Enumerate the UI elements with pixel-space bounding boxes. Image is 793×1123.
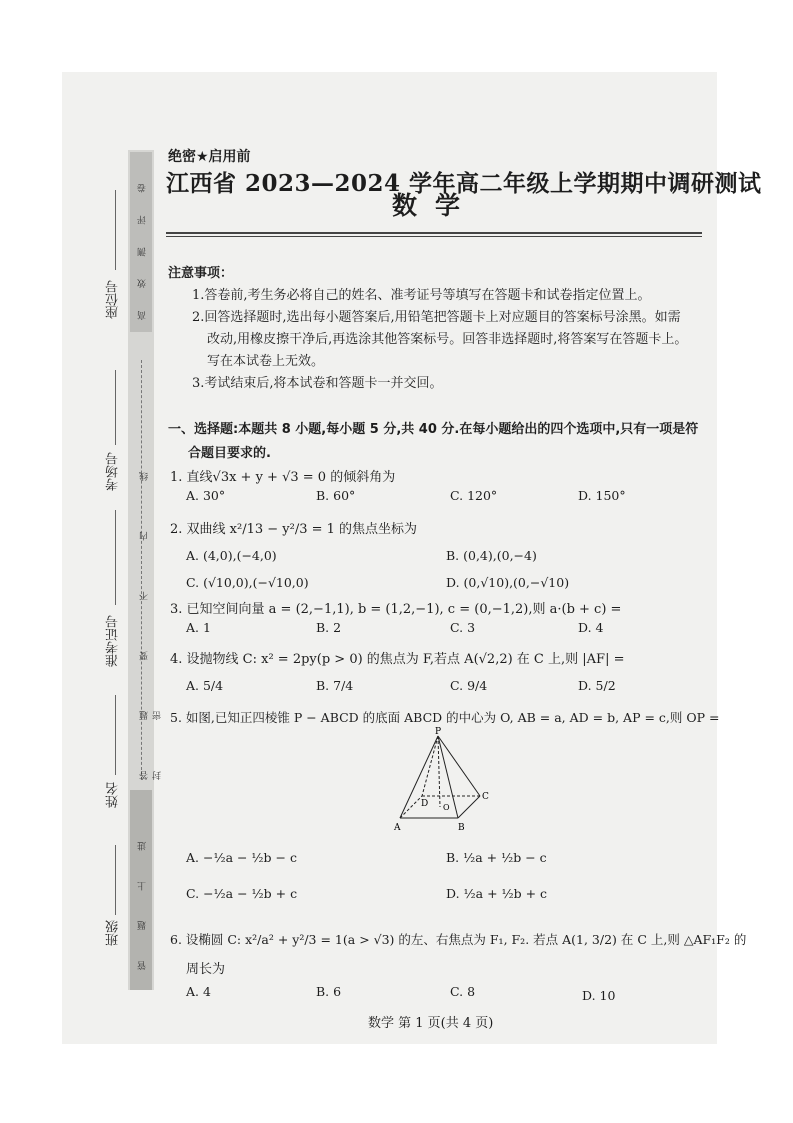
label-a: A (394, 823, 401, 833)
question-2-stem: 2. 双曲线 x²/13 − y²/3 = 1 的焦点坐标为 (170, 522, 418, 537)
q5-option-a: A. −½a − ½b − c (186, 850, 297, 865)
q4-option-d: D. 5/2 (578, 678, 616, 693)
field-line (115, 510, 116, 605)
field-seat-number: 座位号 (106, 280, 121, 319)
page-footer: 数学 第 1 页(共 4 页) (368, 1016, 494, 1031)
q2-option-b: B. (0,4),(0,−4) (446, 548, 537, 563)
q3-option-c: C. 3 (450, 620, 476, 635)
field-line (115, 190, 116, 270)
label-b: B (458, 823, 465, 833)
q1-option-c: C. 120° (450, 488, 498, 503)
q2-option-d: D. (0,√10),(0,−√10) (446, 575, 570, 590)
q6-option-a: A. 4 (186, 984, 211, 999)
q1-option-d: D. 150° (578, 488, 626, 503)
header-rule (166, 232, 702, 234)
q6-option-d: D. 10 (582, 988, 616, 1003)
pyramid-figure (392, 726, 502, 838)
q2-option-a: A. (4,0),(−4,0) (186, 548, 277, 563)
field-line (115, 845, 116, 915)
note-item: 3.考试结束后,将本试卷和答题卡一并交回。 (192, 376, 443, 391)
note-item: 改动,用橡皮擦干净后,再选涂其他答案标号。回答非选择题时,将答案写在答题卡上。 (207, 332, 688, 347)
field-exam-room: 考场号 (106, 452, 121, 491)
question-5-stem: 5. 如图,已知正四棱锥 P − ABCD 的底面 ABCD 的中心为 O, AB = a, AD = b, AP = c,则 OP = (170, 710, 720, 725)
q3-option-a: A. 1 (186, 620, 211, 635)
question-6-stem-cont: 周长为 (186, 962, 226, 977)
q3-option-b: B. 2 (316, 620, 342, 635)
q4-option-b: B. 7/4 (316, 678, 354, 693)
q1-option-a: A. 30° (186, 488, 226, 503)
q5-option-c: C. −½a − ½b + c (186, 886, 298, 901)
q6-option-c: C. 8 (450, 984, 476, 999)
edge-pc (438, 736, 480, 796)
header-rule-thin (166, 236, 702, 237)
note-item: 1.答卷前,考生务必将自己的姓名、准考证号等填写在答题卡和试卷指定位置上。 (192, 288, 651, 303)
label-p: P (435, 727, 442, 737)
notes-heading: 注意事项： (168, 266, 234, 281)
question-4-stem: 4. 设抛物线 C: x² = 2py(p > 0) 的焦点为 F,若点 A(√2,2) 在 C 上,则 |AF| = (170, 652, 625, 667)
q6-option-b: B. 6 (316, 984, 342, 999)
question-1-stem: 1. 直线√3x + y + √3 = 0 的倾斜角为 (170, 470, 396, 485)
subject-title: 数学 (392, 191, 479, 220)
middle-strip-text: 答 题 要 不 内 线 封 密 (140, 447, 163, 780)
section-heading: 一、选择题:本题共 8 小题,每小题 5 分,共 40 分.在每小题给出的四个选项中,只有一项是符 (168, 422, 699, 437)
note-item: 2.回答选择题时,选出每小题答案后,用铅笔把答题卡上对应题目的答案标号涂黑。如需 (192, 310, 681, 325)
field-name: 姓名 (106, 782, 121, 808)
edge-pa (400, 736, 438, 818)
label-c: C (482, 792, 489, 802)
label-o: O (443, 803, 450, 812)
q4-option-a: A. 5/4 (186, 678, 224, 693)
field-line (115, 370, 116, 445)
edge-bc (458, 796, 480, 818)
bottom-strip-text: 管 题 上 进 (138, 827, 148, 970)
field-line (115, 695, 116, 775)
q4-option-c: C. 9/4 (450, 678, 488, 693)
q5-option-b: B. ½a + ½b − c (446, 850, 547, 865)
q1-option-b: B. 60° (316, 488, 356, 503)
field-class: 班级 (106, 920, 121, 946)
question-3-stem: 3. 已知空间向量 a = (2,−1,1), b = (1,2,−1), c = (0,−1,2),则 a·(b + c) = (170, 602, 622, 617)
q5-option-d: D. ½a + ½b + c (446, 886, 548, 901)
label-d: D (421, 799, 429, 809)
edge-ad (400, 796, 422, 818)
confidential-mark: 绝密★启用前 (168, 149, 251, 165)
top-strip-text: 高 效 测 评 卷 (138, 173, 148, 320)
q3-option-d: D. 4 (578, 620, 604, 635)
section-heading-cont: 合题目要求的. (188, 446, 271, 461)
field-admission-number: 准考证号 (106, 615, 121, 667)
exam-title: 江西省 2023—2024 学年高二年级上学期期中调研测试 (166, 170, 762, 197)
note-item: 写在本试卷上无效。 (207, 354, 325, 369)
q2-option-c: C. (√10,0),(−√10,0) (186, 575, 309, 590)
question-6-stem: 6. 设椭圆 C: x²/a² + y²/3 = 1(a > √3) 的左、右焦点为 F₁, F₂. 若点 A(1, 3/2) 在 C 上,则 △AF₁F₂ 的 (170, 932, 747, 947)
